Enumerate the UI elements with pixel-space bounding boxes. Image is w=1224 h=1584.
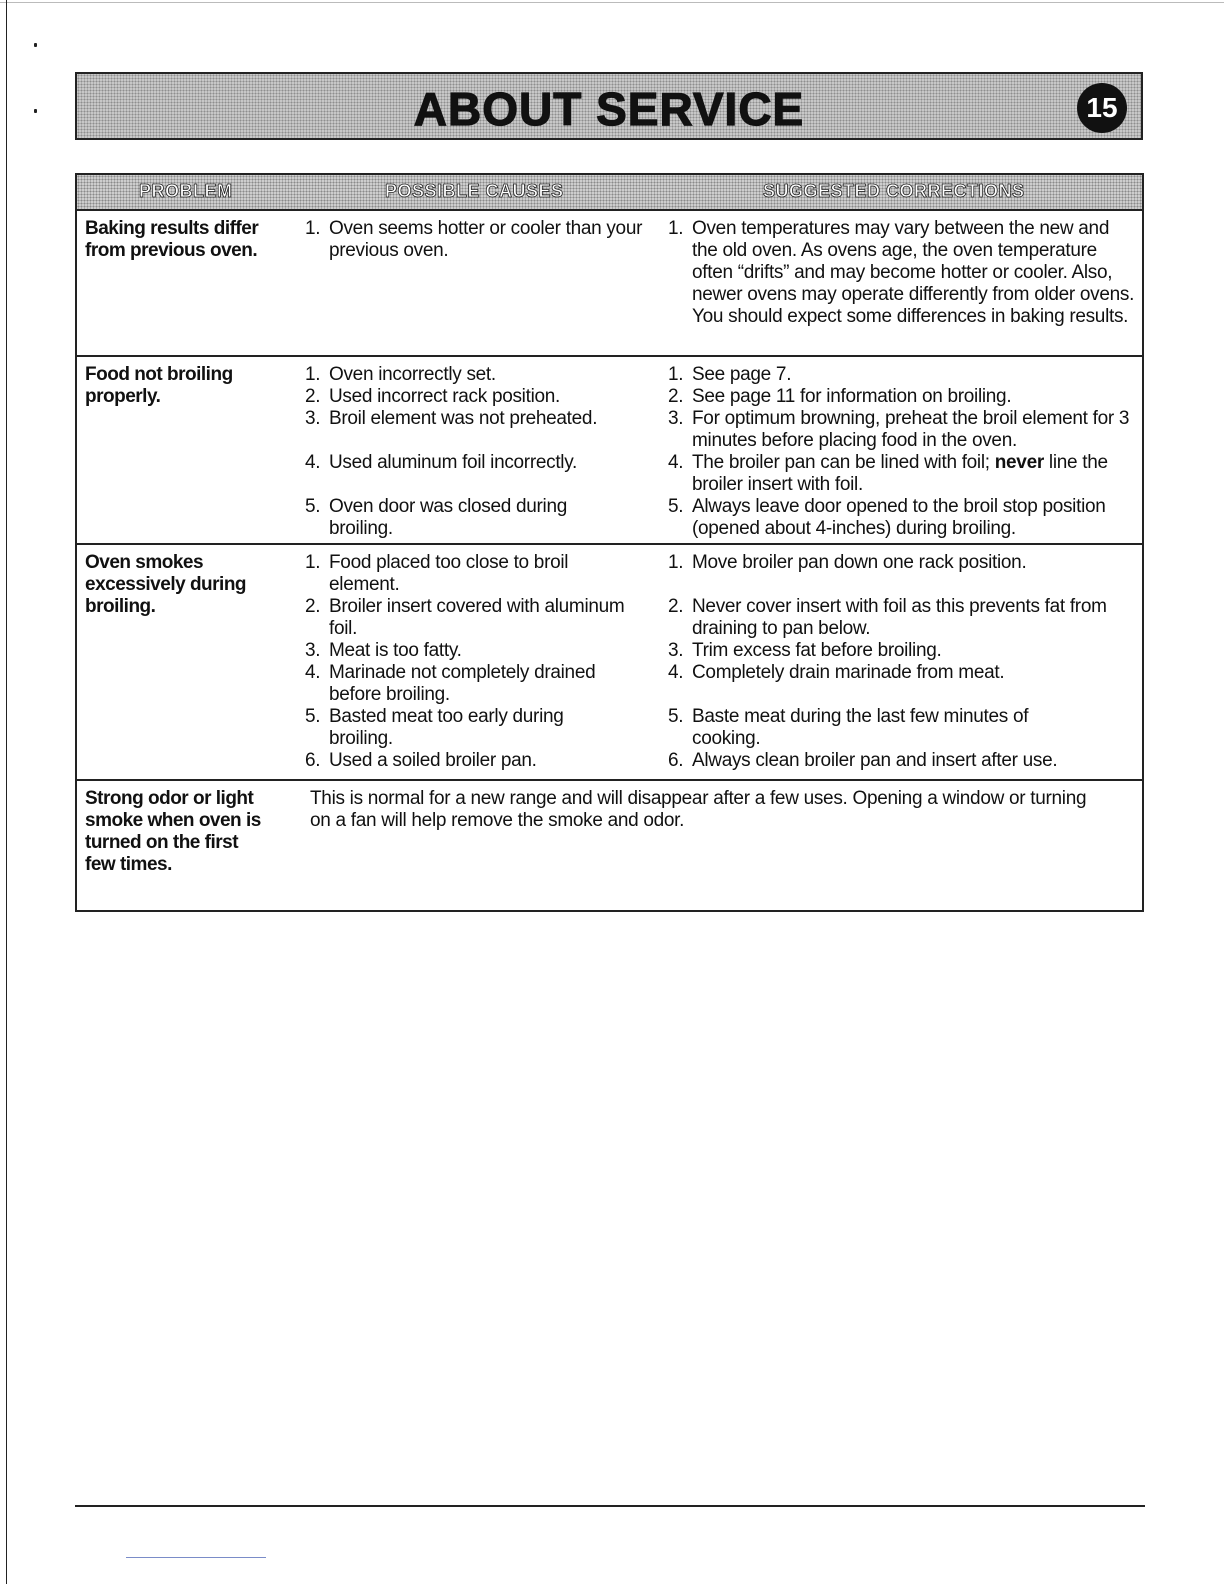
page-title: ABOUT SERVICE <box>413 83 805 135</box>
correction-item: 3. For optimum browning, preheat the broil element for 3 minutes before placing food in the oven. <box>668 408 1130 451</box>
scan-speck <box>34 109 37 113</box>
cause-item: 3. Meat is too fatty. <box>305 640 462 661</box>
page-top-edge <box>0 2 1224 3</box>
page-number-badge: 15 <box>1077 83 1127 133</box>
page-left-edge <box>6 0 7 1584</box>
cause-item: 6. Used a soiled broiler pan. <box>305 750 537 771</box>
note-cell: This is normal for a new range and will disappear after a few uses. Opening a window or turning on a fan will help remove the smoke and odor. <box>310 788 1087 831</box>
cause-item: 2. Broiler insert covered with aluminum foil. <box>305 596 625 639</box>
correction-item: 1. Oven temperatures may vary between the new and the old oven. As ovens age, the oven temperature often “drifts” and may become hotter or cooler. Also, newer ovens may operate differently from older ovens. You should expect some differences in baking results. <box>668 218 1135 327</box>
table-row <box>77 781 1142 910</box>
problem-cell: Baking results differ from previous oven. <box>85 218 259 261</box>
column-header-problem: PROBLEM <box>139 181 233 201</box>
troubleshooting-table <box>75 173 1144 912</box>
cause-item: 4. Marinade not completely drained before broiling. <box>305 662 596 705</box>
correction-item: 6. Always clean broiler pan and insert after use. <box>668 750 1058 771</box>
cause-item: 5. Basted meat too early during broiling. <box>305 706 564 749</box>
emphasis-never: never <box>994 452 1044 473</box>
cause-item: 4. Used aluminum foil incorrectly. <box>305 452 577 473</box>
correction-item: 4. Completely drain marinade from meat. <box>668 662 1005 683</box>
cause-item: 1. Oven seems hotter or cooler than your previous oven. <box>305 218 643 261</box>
correction-item: 2. See page 11 for information on broiling. <box>668 386 1012 407</box>
table-row <box>77 545 1142 781</box>
correction-item: 5. Always leave door opened to the broil stop position (opened about 4-inches) during broiling. <box>668 496 1106 539</box>
footer-underline <box>126 1557 266 1558</box>
correction-item: 1. Move broiler pan down one rack position. <box>668 552 1027 573</box>
table-row <box>77 211 1142 357</box>
cause-item: 5. Oven door was closed during broiling. <box>305 496 567 539</box>
table-header <box>77 175 1142 211</box>
correction-item: 2. Never cover insert with foil as this prevents fat from draining to pan below. <box>668 596 1107 639</box>
column-header-causes: POSSIBLE CAUSES <box>385 181 564 201</box>
column-header-corrections: SUGGESTED CORRECTIONS <box>763 181 1025 201</box>
problem-cell: Oven smokes excessively during broiling. <box>85 552 247 617</box>
problem-cell: Strong odor or light smoke when oven is turned on the first few times. <box>85 788 261 875</box>
bottom-divider <box>75 1505 1145 1507</box>
title-banner <box>75 72 1143 140</box>
cause-item: 1. Food placed too close to broil element. <box>305 552 569 595</box>
table-row <box>77 357 1142 545</box>
cause-item: 1. Oven incorrectly set. <box>305 364 496 385</box>
correction-item: 3. Trim excess fat before broiling. <box>668 640 942 661</box>
correction-item: 5. Baste meat during the last few minutes of cooking. <box>668 706 1029 749</box>
correction-item: 4. The broiler pan can be lined with foil; never line the broiler insert with foil. <box>668 452 1108 495</box>
problem-cell: Food not broiling properly. <box>85 364 233 407</box>
correction-item: 1. See page 7. <box>668 364 792 385</box>
scan-speck <box>34 43 37 47</box>
cause-item: 3. Broil element was not preheated. <box>305 408 598 429</box>
cause-item: 2. Used incorrect rack position. <box>305 386 561 407</box>
